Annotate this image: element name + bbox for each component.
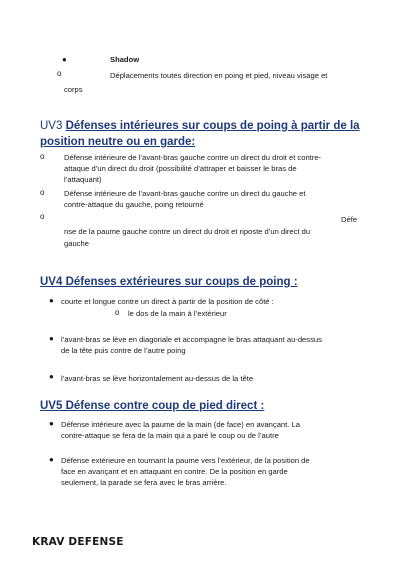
- uv4-item-1-sub: le dos de la main à l’extérieur: [128, 309, 227, 318]
- shadow-item: Shadow: [110, 55, 140, 64]
- bullet-icon: ●: [62, 55, 67, 64]
- bullet-icon: ●: [49, 419, 54, 428]
- uv3-item-1: [64, 152, 367, 185]
- uv4-title: UV4 Défenses extérieures sur coups de poing :: [40, 276, 298, 288]
- circle-bullet-icon: o: [57, 69, 62, 78]
- bullet-icon: ●: [49, 372, 54, 381]
- uv3-item-1-line-2: attaque d’un direct du droit (possibilité d’attraper et baisser le bras de: [64, 164, 297, 173]
- footer-brand: KRAV DEFENSE: [32, 536, 124, 548]
- bullet-icon: ●: [49, 296, 54, 305]
- uv3-item-1-line-1: Défense intérieure de l’avant-bras gauche contre un direct du droit et contre-: [64, 153, 322, 162]
- deplacements-line-1: Déplacements toutes direction en poing et pied, niveau visage et: [110, 71, 328, 80]
- deplacements-line-2: corps: [64, 85, 83, 94]
- uv5-heading: [40, 398, 264, 414]
- uv5-item-1: [61, 419, 371, 441]
- uv5-item-1-line-1: Défense intérieure avec la paume de la main (de face) en avançant. La: [61, 420, 300, 429]
- uv5-item-1-line-2: contre-attaque se fera de la main qui a paré le coup ou de l’autre: [61, 431, 279, 440]
- uv5-item-2: [61, 455, 371, 488]
- uv3-title-line-2: position neutre ou en garde:: [40, 136, 196, 148]
- uv3-title-line-1: Défenses intérieures sur coups de poing à partir de la: [65, 120, 360, 132]
- uv4-heading: [40, 274, 298, 290]
- uv3-item-3-line-2: nse de la paume gauche contre un direct du droit et riposte d’un direct du: [64, 227, 311, 236]
- uv3-item-3-line-3: gauche: [64, 239, 89, 248]
- uv5-title: UV5 Défense contre coup de pied direct :: [40, 400, 265, 412]
- uv4-item-2-line-1: l’avant-bras se lève en diagonale et accompagne le bras attaquant au-dessus: [61, 335, 322, 344]
- uv3-item-2-line-2: contre-attaque du gauche, poing retourné: [64, 200, 204, 209]
- uv4-item-2-line-2: de la tête puis contre de l’autre poing: [61, 346, 186, 355]
- circle-bullet-icon: o: [40, 152, 45, 161]
- bullet-icon: ●: [49, 455, 54, 464]
- uv3-item-2-line-1: Défense intérieure de l’avant-bras gauche contre un direct du gauche et: [64, 189, 306, 198]
- uv3-item-3-line-1: Défe: [341, 215, 358, 224]
- uv3-item-1-line-3: l’attaquant): [64, 175, 102, 184]
- uv4-item-2: [61, 334, 371, 356]
- uv5-item-2-line-3: seulement, la parade se fera avec le bras arrière.: [61, 478, 227, 487]
- uv5-item-2-line-2: face en avançant et en attaquant en contre. De la position en garde: [61, 467, 288, 476]
- circle-bullet-icon: o: [40, 188, 45, 197]
- circle-bullet-icon: o: [40, 212, 45, 221]
- uv4-item-1-line-1: courte et longue contre un direct à partir de la position de côté :: [61, 297, 274, 306]
- uv3-prefix: UV3: [40, 120, 66, 132]
- bullet-icon: ●: [49, 334, 54, 343]
- uv3-heading-line-2: [40, 134, 195, 150]
- uv5-item-2-line-1: Défense extérieure en tournant la paume vers l’extérieur, de la position de: [61, 456, 310, 465]
- circle-bullet-icon: o: [115, 308, 120, 317]
- uv3-item-2: [64, 188, 367, 210]
- uv4-item-3: l’avant-bras se lève horizontalement au-dessus de la tête: [61, 374, 254, 383]
- uv3-heading: [40, 118, 390, 134]
